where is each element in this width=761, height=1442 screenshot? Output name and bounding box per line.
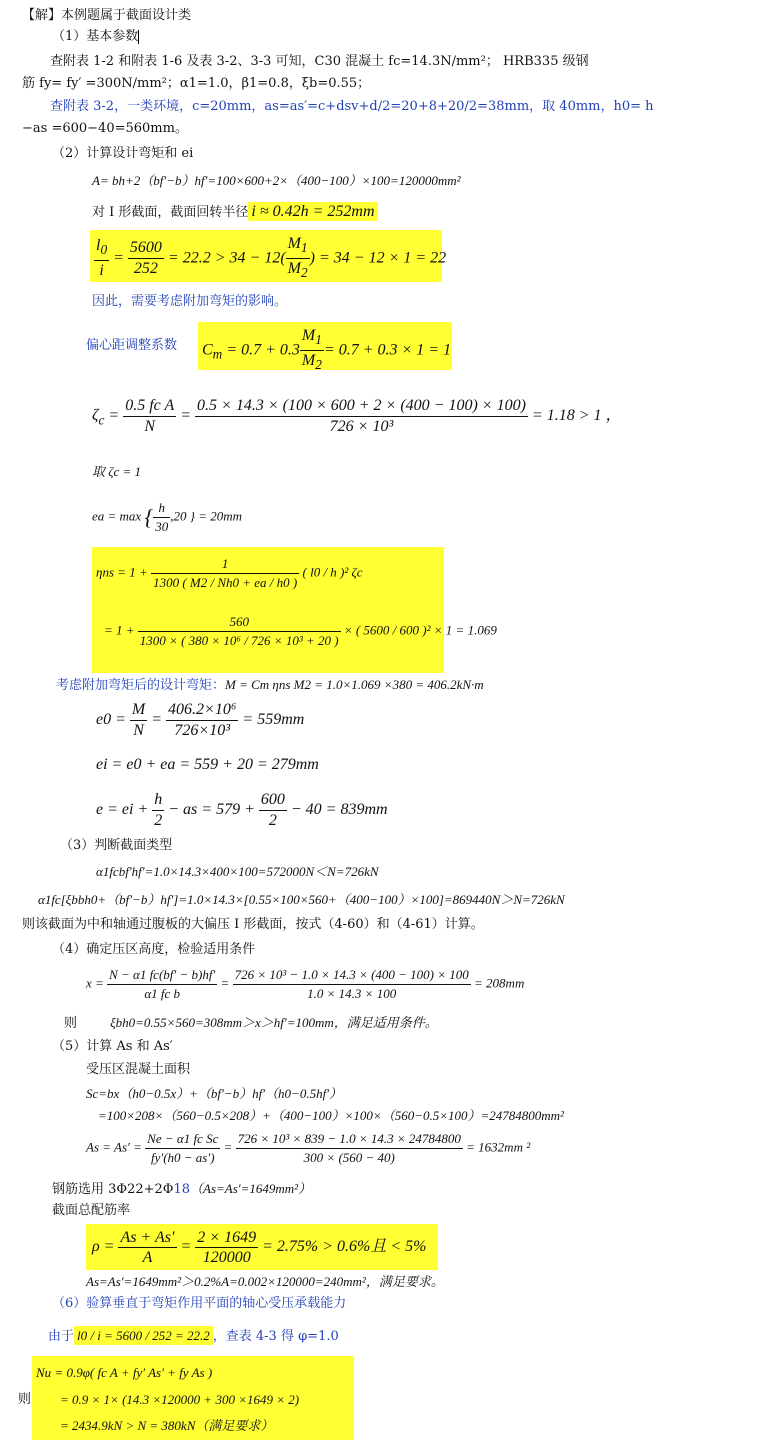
design-moment-line: 考虑附加弯矩后的设计弯矩：M = Cm ηns M2 = 1.0×1.069 ×380 = 406.2kN·m [56,677,484,693]
nu-equation-2: = 0.9 × 1× (14.3 ×120000 + 300 ×1649 × 2) [60,1392,300,1407]
sc-equation-1: Sc=bx（h0−0.5x）+（bf′−b）hf′（h0−0.5hf′） [86,1086,343,1101]
radius-line: 对 I 形截面，截面回转半径 i ≈ 0.42h = 252mm [92,203,378,222]
section-1-title: （1）基本参数 [52,29,139,44]
section-1-line-3: 查附表 3-2，一类环境，c=20mm，as=as′=c+dsv+d/2=20+8+20/2=38mm，取 40mm，h0= h [50,99,654,114]
ea-equation: ea = max { $\frac{h}{30}$ ,20 } = 20mm [92,500,243,534]
zeta-equation: $\zeta_c$ = $\frac{\text{0.5 fc A}}{N}$ = $\frac{0.5 \times 14.3 \times (100 \times 600 + 2 \times (400 - 100) \times 100)}{\text{726 × 10³}}$ = 1.18 > 1 ， [92,397,622,435]
text-cursor [138,30,139,44]
applicability-check: 则 ξbh0=0.55×560=308mm＞x＞hf′=100mm，满足适用条件。 [64,1015,438,1031]
take-zeta: 取 ζc = 1 [92,464,142,479]
ratio-title: 截面总配筋率 [52,1203,131,1218]
x-equation: x = $\frac{N - \alpha 1 fc(bf' - b)hf'}{\text{α1 fc b}}$ = $\frac{\text{726 × 10³ − 1.0 × 14.3 × (400 − 100) × 100}}{1.0 \times 14.3 \times 100}$ = 208mm [86,967,525,1001]
section-6-slenderness: 由于 l0 / i = 5600 / 252 = 22.2 ，查表 4-3 得 φ=1.0 [48,1328,339,1344]
sc-equation-2: =100×208×（560−0.5×208）+（400−100）×100×（560−0.5×100）=24784800mm² [98,1108,564,1123]
ei-equation: ei = e0 + ea = 559 + 20 = 279mm [96,756,319,773]
rho-equation: ρ = $\frac{As + As'}{A}$ = $\frac{2 \times 1649}{120000}$ = 2.75% > 0.6%且 < 5% [92,1229,427,1266]
section-1-line-1: 查附表 1-2 和附表 1-6 及表 3-2、3-3 可知，C30 混凝土 fc=14.3N/mm²； HRB335 级钢 [50,54,589,69]
section-4-title: （4）确定压区高度，检验适用条件 [52,942,256,957]
section-5-title: （5）计算 As 和 As′ [52,1039,173,1054]
e0-equation: e0 = $\frac{M}{N}$ = $\frac{\text{406.2×10⁶}}{\text{726×10³}}$ = 559mm [96,701,305,739]
cm-equation: $C_m = 0.7 + 0.3$ $\frac{M_1}{M_2}$ = 0.7 + 0.3 × 1 = 1 [202,327,452,373]
radius-equation: i ≈ 0.42h = 252mm [248,202,377,221]
slenderness-ratio-highlight: l0 / i = 5600 / 252 = 22.2 [74,1326,213,1345]
therefore-line: 因此，需要考虑附加弯矩的影响。 [92,294,288,309]
section-6-title: （6）验算垂直于弯矩作用平面的轴心受压承载能力 [52,1296,347,1311]
eta-equation-1: ηns = 1 + $\frac{1}{1300 ( M2 / Nh0 + ea / h0 )}$ ( l0 / h )² ζc [96,556,363,590]
cm-label: 偏心距调整系数 [86,338,178,353]
nu-equation-3: = 2434.9kN > N = 380kN（满足要求） [60,1418,274,1433]
area-equation: A= bh+2（bf′−b）hf′=100×600+2×（400−100）×100=120000mm² [92,173,461,188]
slenderness-equation: $\frac{l_0}{i}$ = $\frac{5600}{252}$ = 22.2 > 34 − 12( $\frac{M_1}{M_2}$ ) = 34 − 12 × 1 = 22 [96,235,447,281]
section-5-subtitle: 受压区混凝土面积 [86,1062,191,1077]
section-3-line-1: α1fcbf′hf′=1.0×14.3×400×100=572000N＜N=726kN [96,864,379,879]
e-equation: e = ei + $\frac{h}{2}$ − as = 579 + $\frac{600}{2}$ − 40 = 839mm [96,791,388,829]
eta-equation-2: = 1 + $\frac{560}{\text{1300 × ( 380 × 10⁶ / 726 × 10³ + 20 )}}$ × ( 5600 / 600 )² × 1 = 1.069 [104,614,497,648]
rebar-symbol-icon: Φ [162,1182,174,1197]
section-3-title: （3）判断截面类型 [60,838,173,853]
section-3-line-2: α1fc[ξbbh0+（bf′−b）hf′]=1.0×14.3×[0.55×100×560+（400−100）×100]=869440N＞N=726kN [38,892,565,907]
rebar-symbol-icon: Φ [116,1182,128,1197]
as-equation: As = As′ = $\frac{\text{Ne − α1 fc Sc}}{fy'(h0 - as')}$ = $\frac{\text{726 × 10³ × 839 − 1.0 × 14.3 × 24784800}}{300 \times (560 - 40)}$ = 1632mm ² [86,1131,531,1165]
nu-prefix: 则 [18,1392,32,1407]
solution-header: 【解】本例题属于截面设计类 [22,8,192,23]
min-ratio-check: As=As′=1649mm²＞0.2%A=0.002×120000=240mm²，满足要求。 [86,1274,444,1289]
section-1-line-4: −as =600−40=560mm。 [22,121,188,136]
section-2-title: （2）计算设计弯矩和 ei [52,146,194,161]
section-1-line-2: 筋 fy= fy′ =300N/mm²；α1=1.0，β1=0.8，ξb=0.55； [22,76,371,91]
section-3-line-3: 则该截面为中和轴通过腹板的大偏压 I 形截面，按式（4-60）和（4-61）计算。 [22,917,484,932]
nu-equation-1: Nu = 0.9φ( fc A + fy′ As′ + fy As ) [36,1365,213,1380]
rebar-selection: 钢筋选用 3Φ22+2Φ18（As=As′=1649mm²） [52,1181,312,1197]
